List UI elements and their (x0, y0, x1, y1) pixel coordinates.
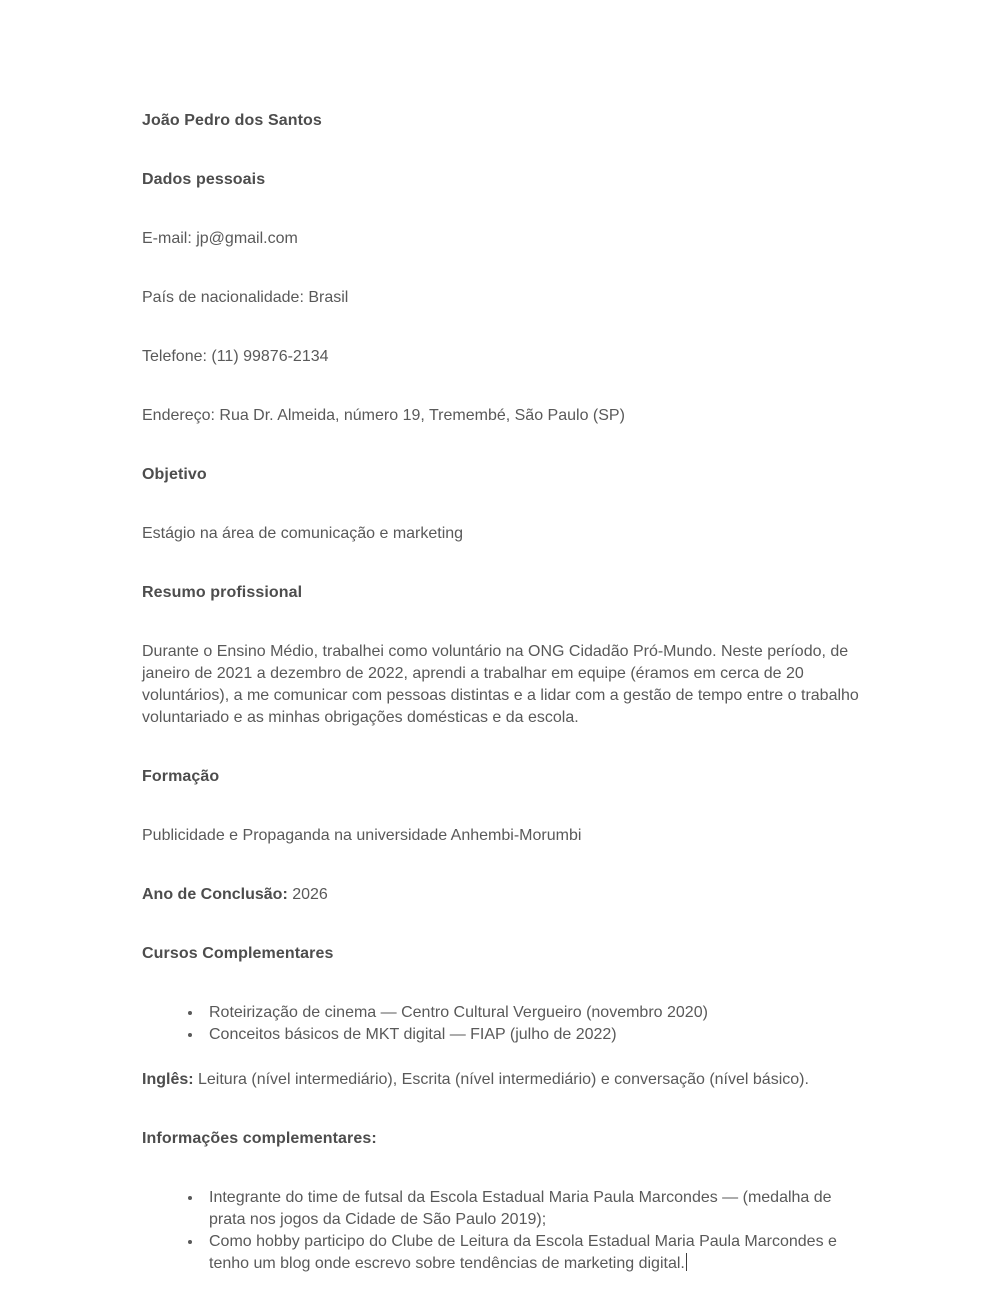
english-skills-line[interactable] (142, 1069, 872, 1091)
section-heading-additional-info[interactable]: Informações complementares: (142, 1130, 377, 1147)
conclusion-year-label: Ano de Conclusão: (142, 886, 288, 903)
education-course-line[interactable]: Publicidade e Propaganda na universidade Anhembi-Morumbi (142, 827, 582, 844)
text-cursor (686, 1253, 688, 1271)
phone-line[interactable]: Telefone: (11) 99876-2134 (142, 348, 329, 365)
list-item-course-cinema[interactable]: • Roteirização de cinema — Centro Cultural Vergueiro (novembro 2020) (203, 1002, 872, 1024)
section-heading-personal-data[interactable]: Dados pessoais (142, 171, 266, 188)
professional-summary-text[interactable]: Durante o Ensino Médio, trabalhei como voluntário na ONG Cidadão Pró-Mundo. Neste período, de janeiro de 2021 a dezembro de 2022, aprendi a trabalhar em equipe (éramos em cerca de 20 voluntários), a me comunicar com pessoas distintas e a lidar com a gestão de tempo entre o trabalho voluntariado e as minhas obrigações domésticas e da escola. (142, 643, 859, 726)
resume-name-heading[interactable]: João Pedro dos Santos (142, 112, 322, 129)
section-heading-objective[interactable]: Objetivo (142, 466, 207, 483)
conclusion-year-line[interactable] (142, 884, 872, 906)
nationality-line[interactable]: País de nacionalidade: Brasil (142, 289, 349, 306)
english-skills-text: Leitura (nível intermediário), Escrita (nível intermediário) e conversação (nível básico). (193, 1071, 809, 1088)
list-item-hobby-text: Como hobby participo do Clube de Leitura da Escola Estadual Maria Paula Marcondes e tenho um blog onde escrevo sobre tendências de marketing digital. (209, 1233, 837, 1272)
english-skills-label: Inglês: (142, 1071, 194, 1088)
section-heading-education[interactable]: Formação (142, 768, 220, 785)
address-line[interactable]: Endereço: Rua Dr. Almeida, número 19, Tremembé, São Paulo (SP) (142, 407, 625, 424)
section-heading-professional-summary[interactable]: Resumo profissional (142, 584, 303, 601)
conclusion-year-value: 2026 (287, 886, 328, 903)
section-heading-complementary-courses[interactable]: Cursos Complementares (142, 945, 334, 962)
list-item-hobby[interactable] (203, 1231, 872, 1275)
list-item-futsal[interactable]: • Integrante do time de futsal da Escola Estadual Maria Paula Marcondes — (medalha de prata nos jogos da Cidade de São Paulo 2019); (203, 1187, 872, 1231)
email-line[interactable]: E-mail: jp@gmail.com (142, 230, 298, 247)
additional-info-list (142, 1187, 872, 1275)
list-item-course-mkt-digital[interactable]: • Conceitos básicos de MKT digital — FIAP (julho de 2022) (203, 1024, 872, 1046)
complementary-courses-list (142, 1002, 872, 1046)
objective-text[interactable]: Estágio na área de comunicação e marketing (142, 525, 464, 542)
